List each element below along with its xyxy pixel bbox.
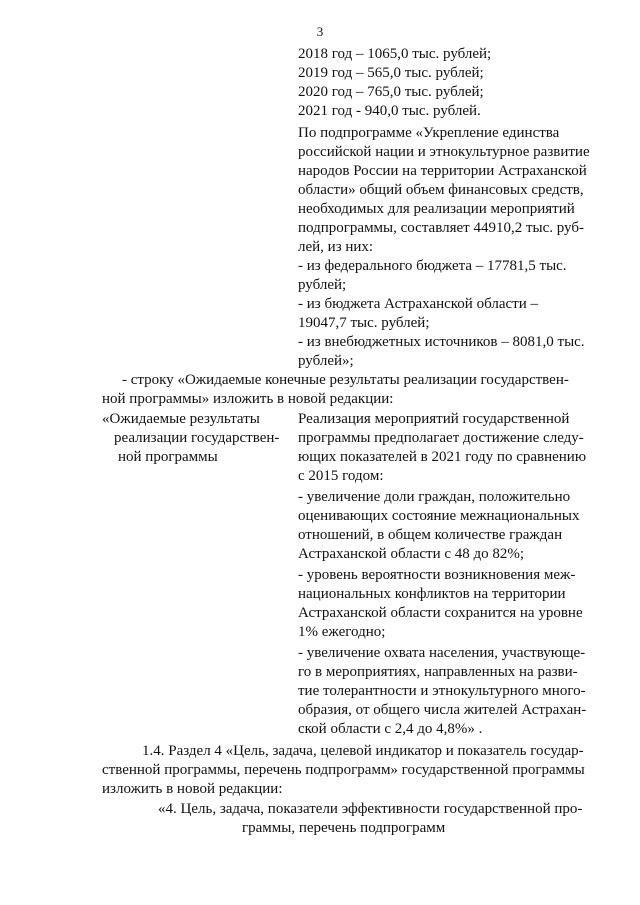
right-cell-line: программы предполагает достижение следу- [298, 430, 584, 446]
section-heading-line: «4. Цель, задача, показатели эффективности государственной про- [158, 801, 583, 817]
left-cell-line: «Ожидаемые результаты [102, 411, 260, 427]
right-cell-line: образия, от общего числа жителей Астрахан- [298, 702, 587, 718]
right-cell-line: ской области с 2,4 до 4,8%» . [298, 721, 483, 737]
instruction-line: - строку «Ожидаемые конечные результаты реализации государствен- [122, 372, 569, 388]
subprogram-line: необходимых для реализации мероприятий [298, 201, 575, 217]
subprogram-line: народов России на территории Астраханской [298, 163, 587, 179]
federal-budget-line: рублей; [298, 277, 347, 293]
extrabudgetary-line: рублей»; [298, 353, 354, 369]
right-cell-line: - увеличение доли граждан, положительно [298, 489, 571, 505]
subprogram-line: подпрограммы, составляет 44910,2 тыс. руб- [298, 220, 584, 236]
right-cell-line: ющих показателей в 2021 году по сравнению [298, 449, 587, 465]
section-paragraph-line: 1.4. Раздел 4 «Цель, задача, целевой индикатор и показатель государ- [142, 743, 584, 759]
right-cell-line: национальных конфликтов на территории [298, 586, 566, 602]
right-cell-line: - уровень вероятности возникновения меж- [298, 567, 576, 583]
subprogram-line: По подпрограмме «Укрепление единства [298, 125, 560, 141]
page-number: 3 [316, 24, 324, 39]
section-paragraph-line: изложить в новой редакции: [102, 781, 283, 797]
subprogram-line: лей, из них: [298, 239, 374, 255]
right-cell-line: тие толерантности и этнокультурного много- [298, 683, 586, 699]
right-cell-line: Астраханской области с 48 до 82%; [298, 546, 525, 562]
right-cell-line: с 2015 годом: [298, 468, 384, 484]
budget-year-2018: 2018 год – 1065,0 тыс. рублей; [298, 46, 492, 62]
right-cell-line: 1% ежегодно; [298, 624, 386, 640]
subprogram-line: российской нации и этнокультурное развитие [298, 144, 590, 160]
right-cell-line: Астраханской области сохранится на уровне [298, 605, 583, 621]
regional-budget-line: - из бюджета Астраханской области – [298, 296, 538, 312]
right-cell-line: Реализация мероприятий государственной [298, 411, 570, 427]
section-paragraph-line: ственной программы, перечень подпрограмм» государственной программы [102, 762, 585, 778]
right-cell-line: го в мероприятиях, направленных на разви- [298, 664, 578, 680]
budget-year-2021: 2021 год - 940,0 тыс. рублей. [298, 103, 481, 119]
extrabudgetary-line: - из внебюджетных источников – 8081,0 тыс. [298, 334, 585, 350]
right-cell-line: - увеличение охвата населения, участвующе- [298, 645, 586, 661]
left-cell-line: реализации государствен- [114, 430, 280, 446]
federal-budget-line: - из федерального бюджета – 17781,5 тыс. [298, 258, 567, 274]
budget-year-2019: 2019 год – 565,0 тыс. рублей; [298, 65, 484, 81]
right-cell-line: оценивающих состояние межнациональных [298, 508, 580, 524]
right-cell-line: отношений, в общем количестве граждан [298, 527, 563, 543]
section-heading-line: граммы, перечень подпрограмм [242, 820, 446, 836]
instruction-line: ной программы» изложить в новой редакции: [102, 391, 394, 407]
budget-year-2020: 2020 год – 765,0 тыс. рублей; [298, 84, 484, 100]
regional-budget-line: 19047,7 тыс. рублей; [298, 315, 430, 331]
left-cell-line: ной программы [118, 449, 218, 465]
subprogram-line: области» общий объем финансовых средств, [298, 182, 584, 198]
